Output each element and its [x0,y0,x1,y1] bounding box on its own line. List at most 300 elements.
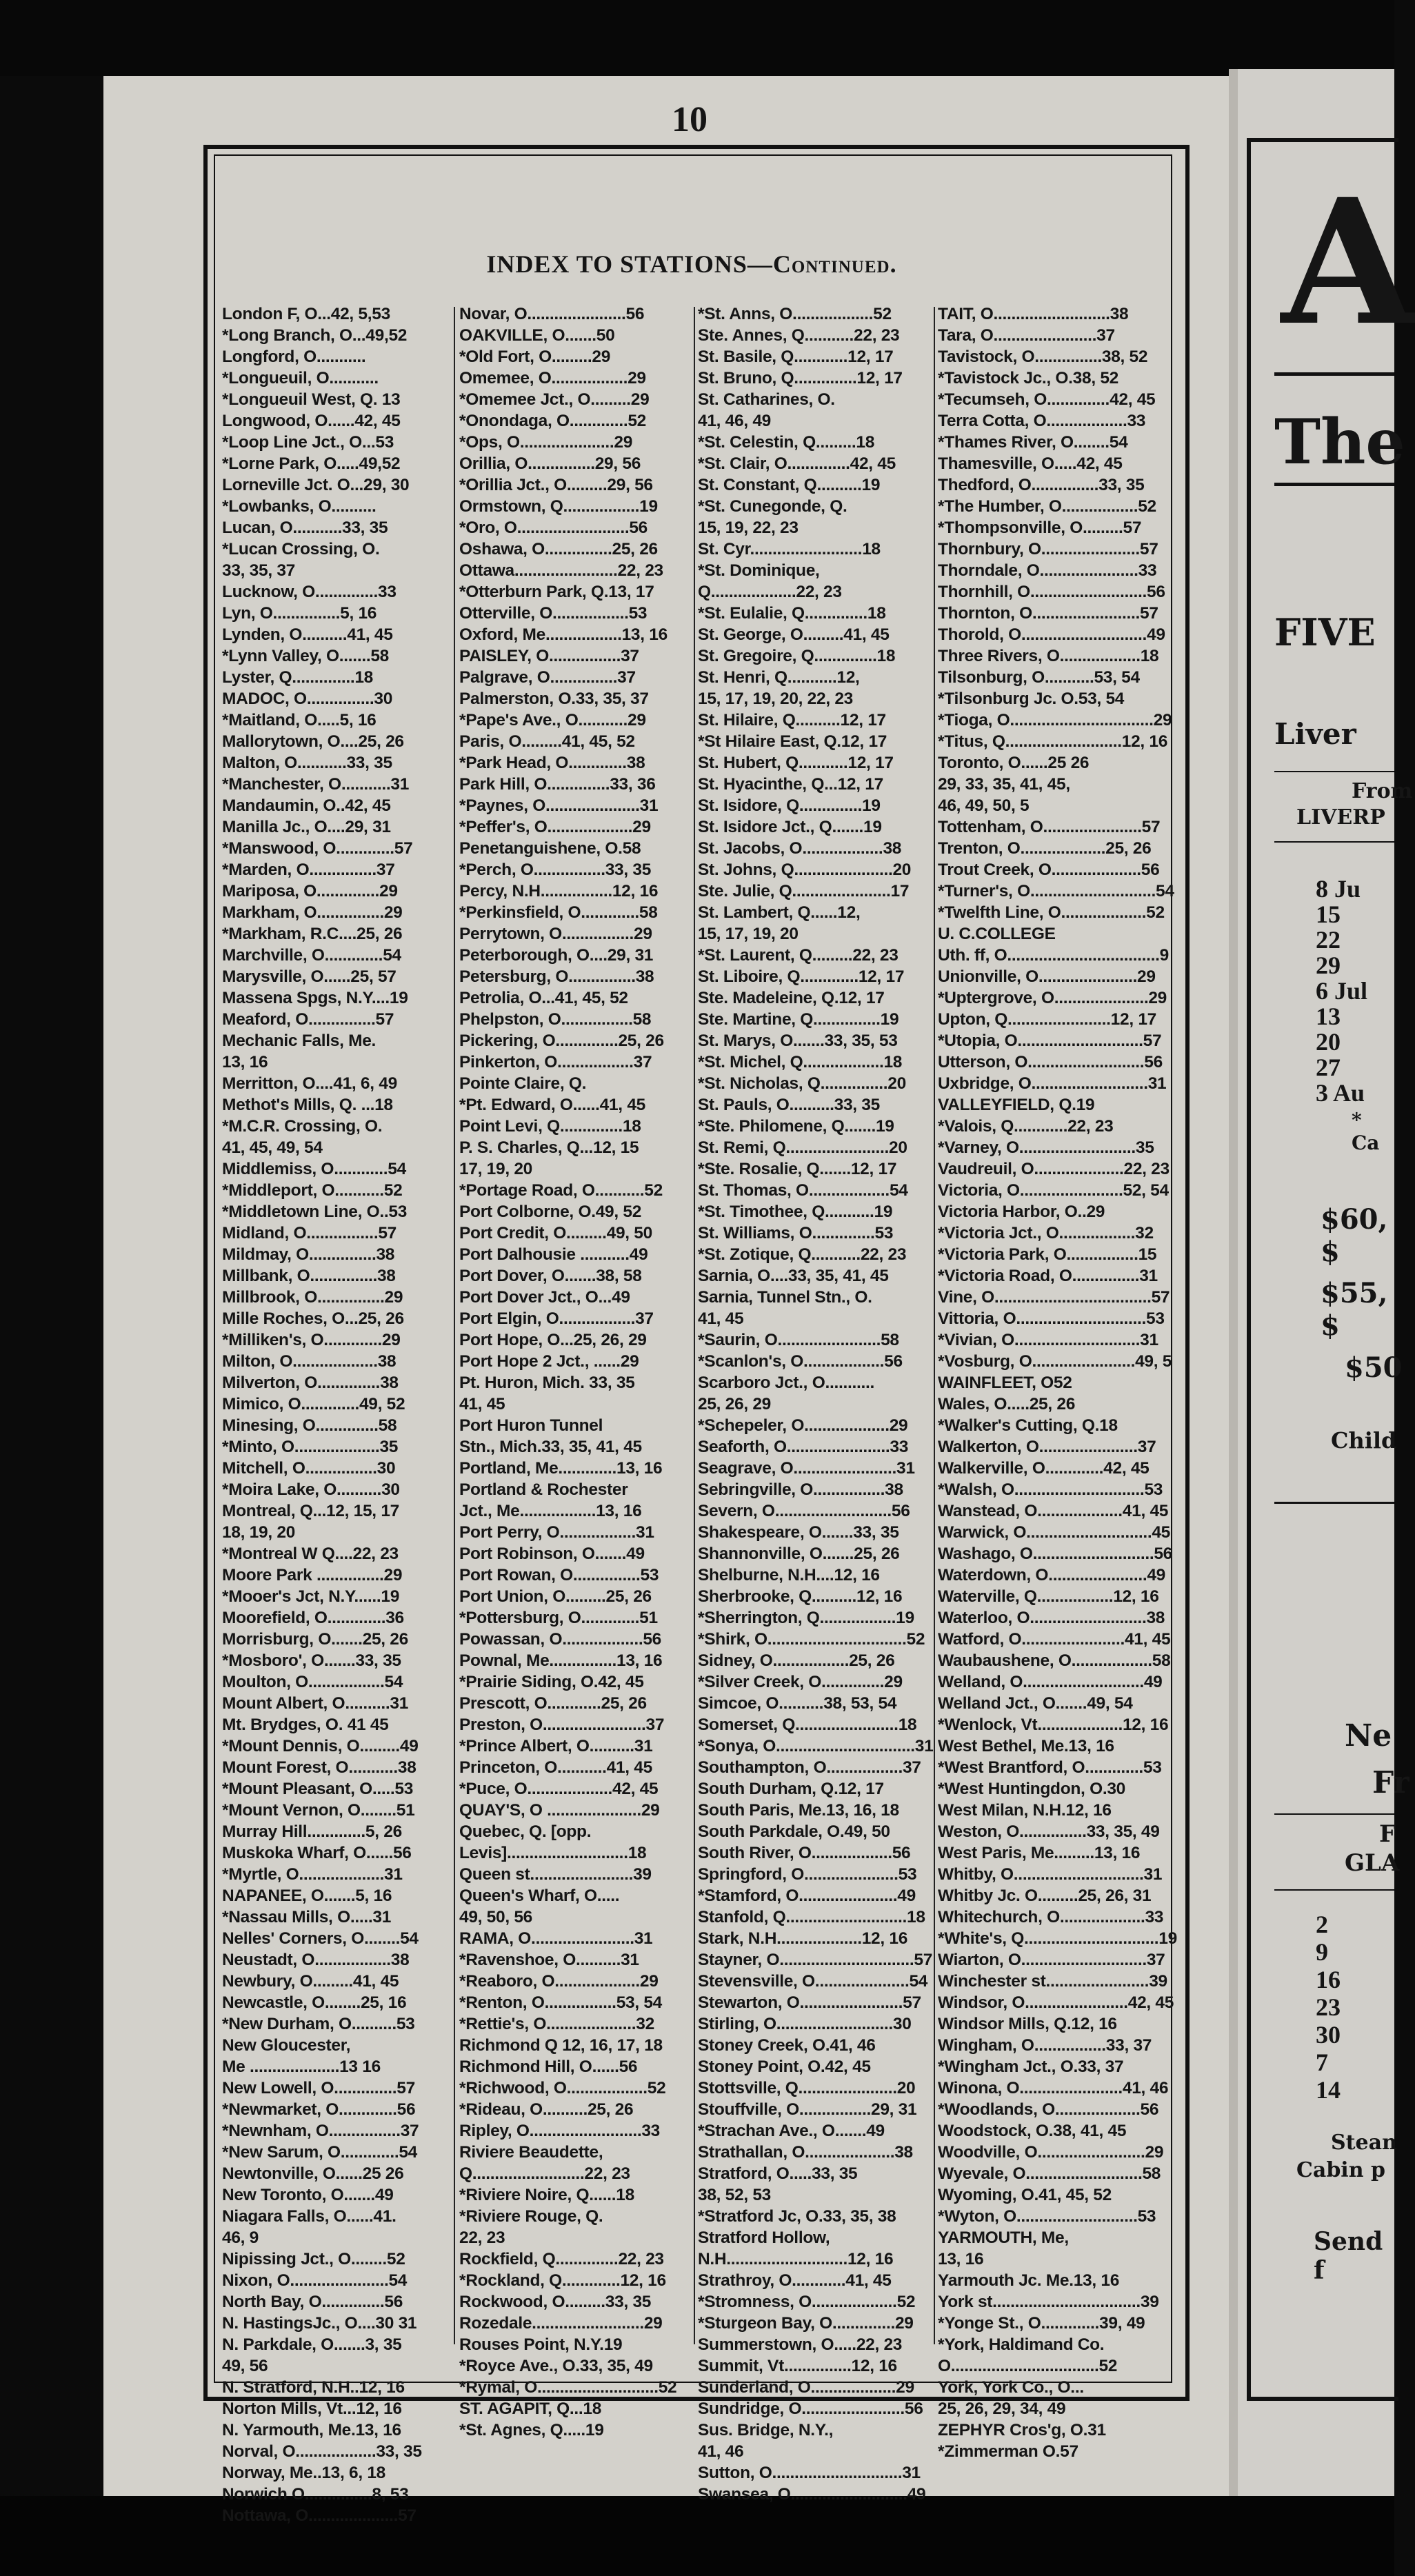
station-entry: *Sonya, O...............................31 [698,1737,934,1755]
station-entry: *Newmarket, O.............56 [222,2100,416,2119]
station-entry: South Durham, Q.12, 17 [698,1780,884,1798]
station-entry: Thamesville, O.....42, 45 [938,454,1123,473]
station-entry: 18, 19, 20 [222,1523,295,1542]
station-entry: *Ops, O.....................29 [459,433,633,452]
advert-from-port: LIVERP [1296,805,1385,829]
station-entry: Sus. Bridge, N.Y., [698,2421,834,2439]
station-entry: West Paris, Me.........13, 16 [938,1844,1141,1862]
station-entry: *Old Fort, O.........29 [459,348,611,366]
station-entry: Newtonville, O......25 26 [222,2164,404,2183]
station-column-4 [938,303,1177,2461]
station-entry: ST. AGAPIT, Q...18 [459,2399,602,2418]
station-entry: *St. Anns, O..................52 [698,305,892,323]
station-entry: *Maitland, O.....5, 16 [222,711,377,729]
station-entry: Unionville, O......................29 [938,967,1156,986]
station-entry: *Paynes, O.....................31 [459,796,659,815]
station-entry: New Lowell, O..............57 [222,2079,415,2097]
station-entry: Stratford, O.....33, 35 [698,2164,858,2183]
station-entry: *Longueuil, O........... [222,369,379,388]
station-entry: *Utopia, O............................57 [938,1032,1162,1050]
station-entry: P. S. Charles, Q...12, 15 [459,1138,639,1157]
advert-date: 13 [1316,1003,1341,1030]
station-entry: Omemee, O.................29 [459,369,646,388]
station-entry: Strathallan, O....................38 [698,2143,913,2162]
station-entry: Q...................22, 23 [698,583,842,601]
station-entry: *Omemee Jct., O.........29 [459,390,650,409]
station-entry: Welland Jct., O.......49, 54 [938,1694,1133,1713]
station-entry: *Scanlon's, O..................56 [698,1352,903,1371]
station-entry: St. Hubert, Q...........12, 17 [698,754,894,772]
station-entry: Port Union, O.........25, 26 [459,1587,652,1606]
advert-rule [1274,1889,1394,1891]
station-entry: Oxford, Me.................13, 16 [459,625,668,644]
station-entry: *Reaboro, O...................29 [459,1972,659,1991]
station-entry: Rouses Point, N.Y.19 [459,2335,623,2354]
station-entry: Wales, O.....25, 26 [938,1395,1076,1413]
station-entry: Levis]...........................18 [459,1844,647,1862]
station-entry: *Manchester, O...........31 [222,775,410,794]
station-entry: Mille Roches, O...25, 26 [222,1309,404,1328]
station-entry: Sunderland, O...................29 [698,2378,914,2397]
station-entry [938,2462,1164,2484]
advert-date: 6 Jul [1316,977,1368,1005]
station-entry: Novar, O......................56 [459,305,645,323]
station-entry: West Milan, N.H.12, 16 [938,1801,1112,1820]
station-entry: Whitby Jc. O.........25, 26, 31 [938,1886,1152,1905]
station-entry: *St. Nicholas, Q...............20 [698,1074,906,1093]
advert-rule [1274,1502,1394,1504]
station-entry: 15, 17, 19, 20 [698,925,799,943]
station-entry: St. Jacobs, O..................38 [698,839,902,858]
station-entry: *Pape's Ave., O...........29 [459,711,646,729]
station-entry: MADOC, O...............30 [222,690,393,708]
station-entry: Midland, O................57 [222,1224,397,1242]
station-entry: Queen's Wharf, O..... [459,1886,620,1905]
station-entry: *Richwood, O..................52 [459,2079,666,2097]
station-entry: *Markham, R.C....25, 26 [222,925,403,943]
station-entry: 49, 50, 56 [459,1908,532,1926]
station-entry: 25, 26, 29, 34, 49 [938,2399,1066,2418]
station-entry: St. Remi, Q.......................20 [698,1138,907,1157]
station-entry: Pt. Huron, Mich. 33, 35 [459,1373,635,1392]
station-entry: Wyoming, O.41, 45, 52 [938,2186,1112,2204]
station-entry: Terra Cotta, O..................33 [938,412,1146,430]
station-entry: St. Liboire, Q.............12, 17 [698,967,905,986]
station-entry: 41, 45 [459,1395,505,1413]
station-entry: St. Constant, Q..........19 [698,476,881,494]
station-entry: N. HastingsJc., O....30 31 [222,2314,417,2333]
station-entry: Port Robinson, O.......49 [459,1544,645,1563]
station-entry: *Perkinsfield, O.............58 [459,903,658,922]
station-entry: *Minto, O...................35 [222,1438,399,1456]
station-entry: Montreal, Q...12, 15, 17 [222,1502,399,1520]
station-entry: Penetanguishene, O.58 [459,839,641,858]
station-entry: 15, 17, 19, 20, 22, 23 [698,690,853,708]
column-divider [454,307,455,2344]
station-entry: 29, 33, 35, 41, 45, [938,775,1070,794]
station-entry: NAPANEE, O.......5, 16 [222,1886,392,1905]
advert-date: 23 [1316,1993,1341,2021]
station-entry: Watford, O.......................41, 45 [938,1630,1171,1649]
station-entry: Ormstown, Q.................19 [459,497,658,516]
station-entry: Sidney, O.................25, 26 [698,1651,895,1670]
station-entry: Norval, O..................33, 35 [222,2442,422,2461]
station-entry: *Turner's, O............................54 [938,882,1174,900]
station-column-3 [698,303,934,2504]
station-entry: *St. Zotique, Q...........22, 23 [698,1245,907,1264]
station-entry: Richmond Hill, O......56 [459,2057,638,2076]
advert-steam: Stean [1331,2131,1397,2155]
advert-price-3: $50 [1345,1351,1403,1384]
station-entry: Ste. Madeleine, Q.12, 17 [698,989,885,1007]
station-entry: St. Isidore, Q..............19 [698,796,881,815]
station-entry: Stouffville, O................29, 31 [698,2100,917,2119]
station-entry: *New Durham, O..........53 [222,2015,415,2033]
station-entry: Port Perry, O.................31 [459,1523,654,1542]
station-entry: Waterville, Q.................12, 16 [938,1587,1159,1606]
station-entry: Wanstead, O...................41, 45 [938,1502,1169,1520]
station-entry: Lucknow, O..............33 [222,583,397,601]
station-entry: Milton, O...................38 [222,1352,397,1371]
station-entry: Marysville, O......25, 57 [222,967,397,986]
station-entry: Seagrave, O.......................31 [698,1459,915,1478]
advert-date: 29 [1316,952,1341,979]
advert-date: 2 [1316,1911,1328,1938]
advert-rule [1274,841,1394,843]
station-entry: York st.................................39 [938,2293,1159,2311]
station-entry: 41, 46, 49 [698,412,771,430]
station-entry: Mimico, O.............49, 52 [222,1395,405,1413]
station-entry: *Prairie Siding, O.42, 45 [459,1673,644,1691]
station-entry: Waterdown, O......................49 [938,1566,1165,1584]
advert-ne: Ne [1345,1718,1392,1753]
station-entry: *St. Agnes, Q.....19 [459,2421,604,2439]
station-entry: South River, O..................56 [698,1844,911,1862]
station-entry: Mechanic Falls, Me. [222,1032,377,1050]
station-entry: Southampton, O.................37 [698,1758,921,1777]
station-entry: 46, 49, 50, 5 [938,796,1030,815]
station-entry: Weston, O...............33, 35, 49 [938,1822,1160,1841]
station-entry: Park Hill, O..............33, 36 [459,775,656,794]
advert-note: * Ca [1352,1109,1380,1154]
station-entry: Norton Mills, Vt...12, 16 [222,2399,402,2418]
station-entry: *Zimmerman O.57 [938,2442,1078,2461]
station-entry: 33, 35, 37 [222,561,295,580]
station-entry: Stratford Hollow, [698,2228,830,2247]
station-entry: *Middleport, O...........52 [222,1181,403,1200]
station-entry: New Gloucester, [222,2036,351,2055]
station-entry: *Ravenshoe, O..........31 [459,1951,639,1969]
station-entry: Oshawa, O...............25, 26 [459,540,658,559]
station-entry: Neustadt, O.................38 [222,1951,410,1969]
station-entry: N. Parkdale, O.......3, 35 [222,2335,402,2354]
station-entry: 13, 16 [222,1053,268,1071]
station-entry: *Saurin, O.......................58 [698,1331,899,1349]
station-entry: Norway, Me..13, 6, 18 [222,2464,386,2482]
station-entry: Powassan, O..................56 [459,1630,661,1649]
station-entry: Nipissing Jct., O........52 [222,2250,405,2268]
station-entry: *Stratford Jc, O.33, 35, 38 [698,2207,896,2226]
station-entry: Port Rowan, O...............53 [459,1566,659,1584]
station-entry: Ottawa.......................22, 23 [459,561,663,580]
station-entry: N. Yarmouth, Me.13, 16 [222,2421,401,2439]
station-entry: *Perch, O................33, 35 [459,861,652,879]
station-entry: Mitchell, O................30 [222,1459,396,1478]
station-entry: *Woodlands, O...................56 [938,2100,1159,2119]
station-entry: Port Huron Tunnel [459,1416,603,1435]
station-entry: South Parkdale, O.49, 50 [698,1822,890,1841]
station-entry: *Myrtle, O...................31 [222,1865,403,1884]
station-entry: *Moira Lake, O..........30 [222,1480,400,1499]
station-entry: *York, Haldimand Co. [938,2335,1105,2354]
station-entry: Niagara Falls, O......41. [222,2207,397,2226]
station-entry: Markham, O...............29 [222,903,403,922]
station-entry: Stottsville, Q......................20 [698,2079,916,2097]
advert-price-2: $55, $ [1321,1277,1388,1342]
column-divider [934,307,935,2344]
station-entry: *Strachan Ave., O.......49 [698,2122,885,2140]
station-entry: Waubaushene, O..................58 [938,1651,1171,1670]
station-entry: 46, 9 [222,2228,259,2247]
station-entry: Uth. ff, O..................................9 [938,946,1169,965]
station-entry: *Lorne Park, O.....49,52 [222,454,401,473]
station-entry: Thedford, O...............33, 35 [938,476,1145,494]
station-entry: Rozedale.........................29 [459,2314,663,2333]
advert-from-label: From [1352,779,1413,803]
station-entry: *St. Celestin, Q.........18 [698,433,875,452]
station-entry: Norwich O...............8, 53 [222,2485,409,2504]
station-entry: *St. Clair, O..............42, 45 [698,454,896,473]
advert-date: 8 Ju [1316,875,1361,903]
station-entry: QUAY'S, O .....................29 [459,1801,660,1820]
station-entry: *Schepeler, O...................29 [698,1416,908,1435]
station-entry: Milverton, O..............38 [222,1373,399,1392]
station-entry: N.H...........................12, 16 [698,2250,894,2268]
station-entry: *Tavistock Jc., O.38, 52 [938,369,1119,388]
station-entry: Millbrook, O...............29 [222,1288,403,1307]
station-entry: Quebec, Q. [opp. [459,1822,592,1841]
station-entry: *Riviere Rouge, Q. [459,2207,603,2226]
station-entry: Palmerston, O.33, 35, 37 [459,690,649,708]
station-entry: *Montreal W Q....22, 23 [222,1544,399,1563]
station-entry: *Thames River, O........54 [938,433,1128,452]
station-entry: Perrytown, O................29 [459,925,652,943]
station-entry: Moulton, O.................54 [222,1673,403,1691]
station-entry: Portland, Me.............13, 16 [459,1459,663,1478]
station-entry: Port Colborne, O.49, 52 [459,1203,642,1221]
station-entry: Petersburg, O...............38 [459,967,654,986]
station-entry: Windsor, O.......................42, 45 [938,1993,1174,2012]
station-entry: Mallorytown, O....25, 26 [222,732,404,751]
station-entry: *Oro, O.........................56 [459,519,648,537]
station-entry: Walkerville, O.............42, 45 [938,1459,1150,1478]
station-entry: Seaforth, O.......................33 [698,1438,909,1456]
advert-date: 3 Au [1316,1079,1365,1107]
station-entry: Victoria Harbor, O..29 [938,1203,1105,1221]
station-entry: *Pottersburg, O.............51 [459,1609,658,1627]
station-entry: London F, O...42, 5,53 [222,305,390,323]
station-entry: Shakespeare, O.......33, 35 [698,1523,899,1542]
station-entry: U. C.COLLEGE [938,925,1056,943]
station-entry: Stanfold, Q...........................18 [698,1908,925,1926]
station-entry: Toronto, O......25 26 [938,754,1090,772]
station-entry: 41, 45, 49, 54 [222,1138,323,1157]
station-entry: Scarboro Jct., O........... [698,1373,875,1392]
station-entry: Princeton, O...........41, 45 [459,1758,652,1777]
advert-date: 16 [1316,1966,1341,1993]
station-entry: Vaudreuil, O....................22, 23 [938,1160,1170,1178]
station-entry: Port Dover Jct., O...49 [459,1288,630,1307]
advert-send: Send f [1314,2227,1383,2285]
station-entry: St. Hilaire, Q..........12, 17 [698,711,886,729]
station-entry: Thorndale, O......................33 [938,561,1157,580]
station-entry: Queen st.......................39 [459,1865,652,1884]
station-entry: *Tilsonburg Jc. O.53, 54 [938,690,1125,708]
station-entry: Whitechurch, O...................33 [938,1908,1164,1926]
station-entry: Merritton, O....41, 6, 49 [222,1074,397,1093]
station-entry: *Vivian, O............................31 [938,1331,1158,1349]
advert-subheading: FIVE [1274,610,1376,654]
station-entry: Mount Forest, O...........38 [222,1758,417,1777]
scan-border-bottom [0,2496,1394,2576]
station-entry: St. Thomas, O..................54 [698,1181,908,1200]
advert-rule [1274,771,1394,772]
station-entry: Severn, O..........................56 [698,1502,910,1520]
station-entry: Millbank, O...............38 [222,1267,396,1285]
station-entry: Tilsonburg, O...........53, 54 [938,668,1140,687]
station-entry: Me ....................13 16 [222,2057,381,2076]
station-entry: St. Isidore Jct., Q.......19 [698,818,882,836]
station-entry: *New Sarum, O.............54 [222,2143,417,2162]
station-entry: Port Dover, O.......38, 58 [459,1267,642,1285]
station-entry: Washago, O...........................56 [938,1544,1172,1563]
station-entry: *Mosboro', O.......33, 35 [222,1651,401,1670]
station-entry: Warwick, O............................45 [938,1523,1171,1542]
station-entry: Paris, O.........41, 45, 52 [459,732,635,751]
station-entry: St. Basile, Q............12, 17 [698,348,894,366]
station-entry: Thornton, O........................57 [938,604,1158,623]
station-entry: Winona, O.......................41, 46 [938,2079,1169,2097]
station-entry: Ste. Julie, Q......................17 [698,882,910,900]
advert-date: 20 [1316,1028,1341,1056]
station-entry: *Peffer's, O...................29 [459,818,651,836]
station-entry: Massena Spgs, N.Y....19 [222,989,408,1007]
station-entry: *The Humber, O.................52 [938,497,1156,516]
advert-rule [1274,1813,1394,1815]
station-entry: Lucan, O...........33, 35 [222,519,388,537]
station-entry: 13, 16 [938,2250,984,2268]
station-entry: *Prince Albert, O..........31 [459,1737,653,1755]
station-entry: *Shirk, O...............................52 [698,1630,925,1649]
station-entry: *Silver Creek, O..............29 [698,1673,903,1691]
station-entry: St. Bruno, Q..............12, 17 [698,369,903,388]
column-divider [694,307,695,2344]
advert-date: 9 [1316,1938,1328,1966]
station-entry: Rockfield, Q..............22, 23 [459,2250,664,2268]
station-entry: *Otterburn Park, Q.13, 17 [459,583,654,601]
station-entry: Nelles' Corners, O........54 [222,1929,419,1948]
advert-date: 7 [1316,2049,1328,2076]
station-entry: *Wenlock, Vt...................12, 16 [938,1715,1169,1734]
station-entry: Ste. Martine, Q...............19 [698,1010,899,1029]
station-entry: *Walker's Cutting, Q.18 [938,1416,1118,1435]
station-entry: Trenton, O...................25, 26 [938,839,1152,858]
station-entry: Walkerton, O......................37 [938,1438,1156,1456]
station-entry: Palgrave, O...............37 [459,668,636,687]
station-entry: *Thompsonville, O.........57 [938,519,1142,537]
station-entry: Somerset, Q.......................18 [698,1715,917,1734]
station-entry: 15, 19, 22, 23 [698,519,799,537]
station-entry: Victoria, O.......................52, 54 [938,1181,1169,1200]
station-entry: Peterborough, O....29, 31 [459,946,654,965]
station-entry: Pinkerton, O.................37 [459,1053,652,1071]
station-entry: *Middletown Line, O..53 [222,1203,408,1221]
station-entry: Lynden, O..........41, 45 [222,625,393,644]
station-entry: *Rideau, O..........25, 26 [459,2100,634,2119]
station-entry: Meaford, O...............57 [222,1010,394,1029]
station-entry: *Park Head, O.............38 [459,754,645,772]
station-entry: N. Stratford, N.H..12, 16 [222,2378,405,2397]
station-entry: Sundridge, O.......................56 [698,2399,923,2418]
station-entry: St. Johns, Q......................20 [698,861,912,879]
station-entry: Summerstown, O.....22, 23 [698,2335,903,2354]
station-entry: Q.........................22, 23 [459,2164,630,2183]
station-entry: Summit, Vt...............12, 16 [698,2357,897,2375]
station-entry: Thornhill, O..........................56 [938,583,1165,601]
station-entry: Ripley, O.........................33 [459,2122,661,2140]
station-entry: *Puce, O...................42, 45 [459,1780,659,1798]
station-entry: St. George, O.........41, 45 [698,625,890,644]
station-entry [698,2505,932,2526]
station-entry: Stevensville, O.....................54 [698,1972,928,1991]
station-entry: *Uptergrove, O.....................29 [938,989,1167,1007]
station-entry: PAISLEY, O................37 [459,647,639,665]
station-entry: St. Marys, O.......33, 35, 53 [698,1032,898,1050]
station-entry: Strathroy, O............41, 45 [698,2271,892,2290]
station-entry: *St. Michel, Q..................18 [698,1053,903,1071]
advert-date: 14 [1316,2076,1341,2104]
station-entry: TAIT, O..........................38 [938,305,1129,323]
station-entry: *West Huntingdon, O.30 [938,1780,1125,1798]
station-entry: *Nassau Mills, O.....31 [222,1908,392,1926]
station-entry: *Victoria Jct., O.................32 [938,1224,1154,1242]
station-entry: *Sturgeon Bay, O..............29 [698,2314,914,2333]
advert-line-label: Liver [1274,717,1356,751]
station-entry: Pointe Claire, Q. [459,1074,587,1093]
station-entry: *Royce Ave., O.33, 35, 49 [459,2357,653,2375]
station-entry: *Rettie's, O....................32 [459,2015,654,2033]
station-entry: North Bay, O..............56 [222,2293,403,2311]
station-entry: *Mooer's Jct, N.Y......19 [222,1587,400,1606]
station-entry: *Stamford, O......................49 [698,1886,916,1905]
station-entry: Jct., Me.................13, 16 [459,1502,642,1520]
station-entry: Stn., Mich.33, 35, 41, 45 [459,1438,642,1456]
station-entry: *Rockland, Q.............12, 16 [459,2271,666,2290]
station-entry: Murray Hill.............5, 26 [222,1822,402,1841]
station-entry: 22, 23 [459,2228,505,2247]
station-entry: Port Credit, O.........49, 50 [459,1224,652,1242]
station-entry: *Newnham, O................37 [222,2122,419,2140]
station-entry: 38, 52, 53 [698,2186,771,2204]
station-entry: *Ste. Rosalie, Q.......12, 17 [698,1160,897,1178]
station-column-1 [222,303,451,2525]
station-entry: *Mount Dennis, O.........49 [222,1737,419,1755]
station-entry: O.................................52 [938,2357,1118,2375]
station-entry: RAMA, O.......................31 [459,1929,653,1948]
station-column-2 [459,303,694,2439]
station-entry: Mildmay, O...............38 [222,1245,395,1264]
station-entry: Thorold, O............................49 [938,625,1165,644]
